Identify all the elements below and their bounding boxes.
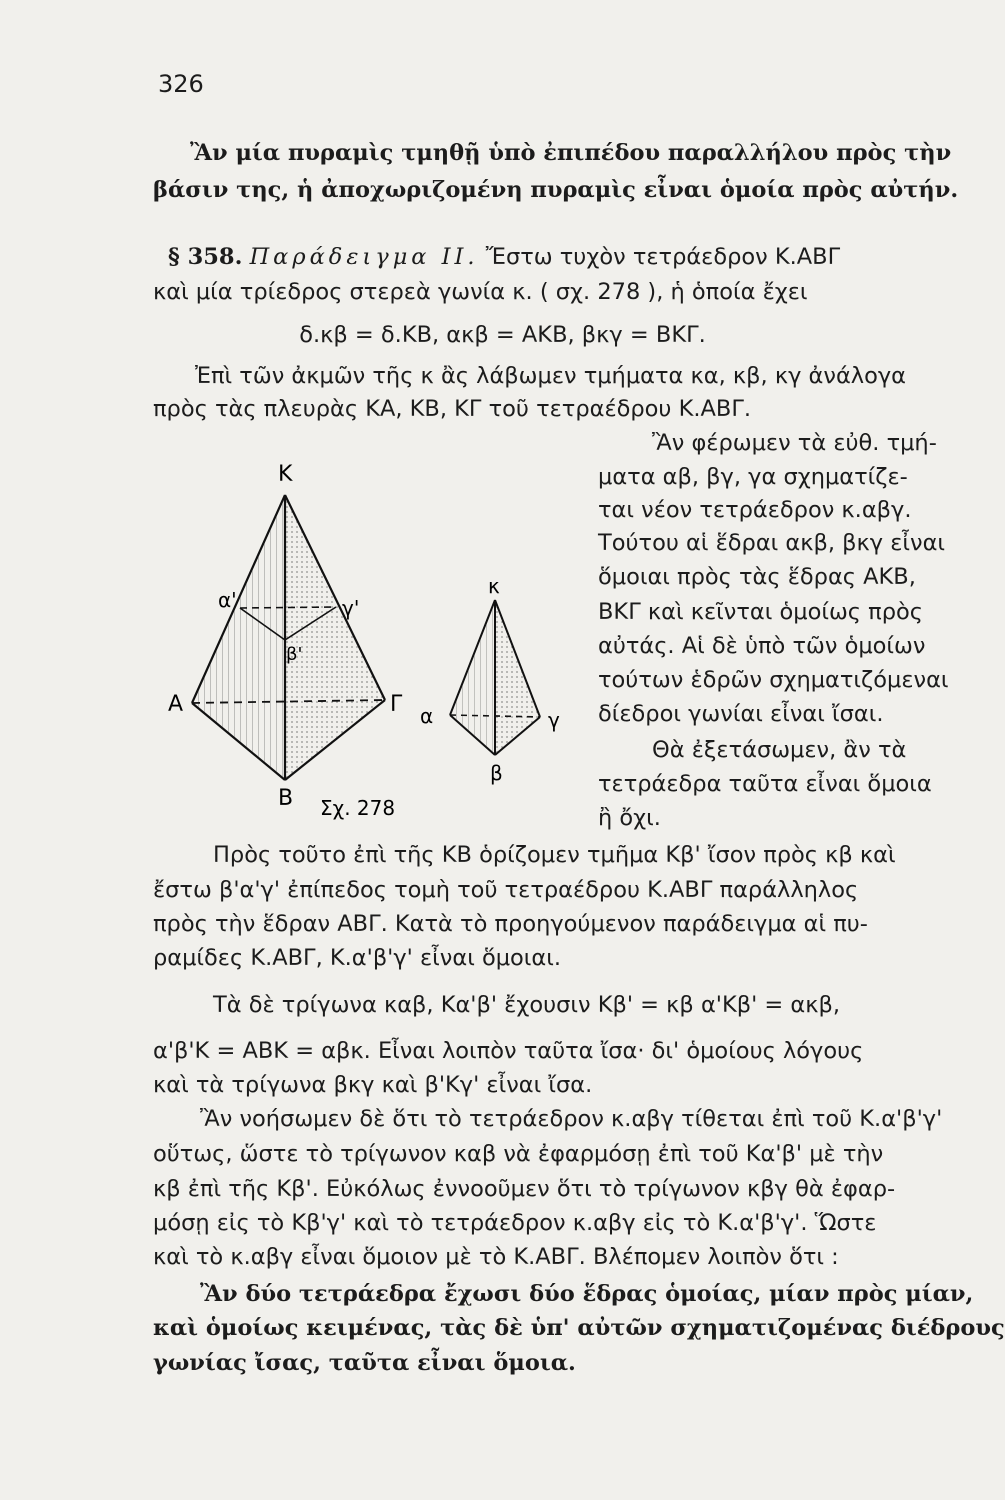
right-col-line-9: δίεδροι γωνίαι εἶναι ἴσαι. (598, 701, 884, 727)
right-col-line-6: ΒΚΓ καὶ κεῖνται ὁμοίως πρὸς (598, 599, 923, 625)
right-col-line-12: ἢ ὄχι. (598, 805, 661, 831)
label-A: Α (168, 692, 184, 717)
section-line-4: πρὸς τὰς πλευρὰς ΚΑ, ΚΒ, ΚΓ τοῦ τετραέδρου Κ.ΑΒΓ. (153, 396, 752, 422)
section-line-3: Ἐπὶ τῶν ἀκμῶν τῆς κ ἂς λάβωμεν τμήματα κα, κβ, κγ ἀνάλογα (195, 363, 907, 389)
figure-caption: Σχ. 278 (320, 796, 396, 820)
right-col-line-4: Τούτου αἱ ἕδραι ακβ, βκγ εἶναι (598, 530, 946, 556)
right-col-line-5: ὅμοιαι πρὸς τὰς ἕδρας ΑΚΒ, (598, 564, 916, 590)
p2-line-2: α'β'Κ = ΑΒΚ = αβκ. Εἶναι λοιπὸν ταῦτα ἴσα· δι' ὁμοίους λόγους (153, 1038, 864, 1064)
p3-line-1: Ἂν νοήσωμεν δὲ ὅτι τὸ τετράεδρον κ.αβγ τίθεται ἐπὶ τοῦ Κ.α'β'γ' (200, 1106, 943, 1132)
right-col-line-10: Θὰ ἐξετάσωμεν, ἂν τὰ (652, 737, 907, 763)
figure-278 (150, 455, 610, 835)
theorem-1-line-2: βάσιν της, ἡ ἀποχωριζομένη πυραμὶς εἶναι ὁμοία πρὸς αὐτήν. (153, 177, 959, 203)
right-col-line-7: αὐτάς. Αἱ δὲ ὑπὸ τῶν ὁμοίων (598, 633, 926, 659)
label-G: Γ (390, 692, 403, 717)
p3-line-3: κβ ἐπὶ τῆς Κβ'. Εὐκόλως ἐννοοῦμεν ὅτι τὸ τρίγωνον κβγ θὰ ἐφαρ- (153, 1176, 896, 1202)
label-B: Β (278, 786, 294, 811)
label-b-prime: β' (286, 644, 303, 665)
section-line-2: καὶ μία τρίεδρος στερεὰ γωνία κ. ( σχ. 278 ), ἡ ὁποία ἔχει (153, 279, 808, 305)
right-col-line-8: τούτων ἑδρῶν σχηματιζόμεναι (598, 667, 949, 693)
theorem-1-line-1: Ἂν μία πυραμὶς τμηθῇ ὑπὸ ἐπιπέδου παραλλήλου πρὸς τὴν (190, 140, 952, 166)
p1-line-2: ἔστω β'α'γ' ἐπίπεδος τομὴ τοῦ τετραέδρου Κ.ΑΒΓ παράλληλος (153, 877, 859, 903)
right-col-line-3: ται νέον τετράεδρον κ.αβγ. (598, 497, 912, 523)
theorem-2-line-2: καὶ ὁμοίως κειμένας, τὰς δὲ ὑπ' αὐτῶν σχηματιζομένας διέδρους (153, 1315, 1005, 1341)
label-b-small: β (490, 761, 503, 785)
p2-line-1: Τὰ δὲ τρίγωνα καβ, Κα'β' ἔχουσιν Κβ' = κβ α'Κβ' = ακβ, (213, 992, 841, 1018)
label-K: Κ (278, 462, 293, 487)
label-g-small: γ (548, 708, 560, 732)
section-title: Παράδειγμα ΙΙ. (249, 244, 479, 270)
small-tetrahedron (450, 600, 540, 755)
section-equation: δ.κβ = δ.ΚΒ, ακβ = ΑΚΒ, βκγ = ΒΚΓ. (299, 322, 706, 348)
page-number: 326 (158, 70, 204, 98)
right-col-line-1: Ἂν φέρωμεν τὰ εὐθ. τμή- (652, 430, 937, 456)
large-tetrahedron (192, 495, 385, 780)
label-a-small: α (420, 704, 434, 728)
right-col-line-11: τετράεδρα ταῦτα εἶναι ὅμοια (598, 771, 932, 797)
p3-line-2: οὕτως, ὥστε τὸ τρίγωνον καβ νὰ ἐφαρμόσῃ ἐπὶ τοῦ Κα'β' μὲ τὴν (153, 1141, 884, 1167)
label-k-small: κ (488, 574, 500, 598)
p1-line-3: πρὸς τὴν ἕδραν ΑΒΓ. Κατὰ τὸ προηγούμενον παράδειγμα αἱ πυ- (153, 911, 868, 937)
section-heading (168, 242, 840, 272)
label-g-prime: γ' (342, 596, 360, 620)
p2-line-3: καὶ τὰ τρίγωνα βκγ καὶ β'Κγ' εἶναι ἴσα. (153, 1072, 593, 1098)
p3-line-5: καὶ τὸ κ.αβγ εἶναι ὅμοιον μὲ τὸ Κ.ΑΒΓ. Βλέπομεν λοιπὸν ὅτι : (153, 1244, 839, 1270)
theorem-2-line-3: γωνίας ἴσας, ταῦτα εἶναι ὅμοια. (153, 1350, 576, 1376)
section-line-1-rest: Ἔστω τυχὸν τετράεδρον Κ.ΑΒΓ (485, 244, 841, 270)
p1-line-4: ραμίδες Κ.ΑΒΓ, Κ.α'β'γ' εἶναι ὅμοιαι. (153, 945, 562, 971)
p1-line-1: Πρὸς τοῦτο ἐπὶ τῆς ΚΒ ὁρίζομεν τμῆμα Κβ' ἴσον πρὸς κβ καὶ (213, 842, 896, 868)
right-col-line-2: ματα αβ, βγ, γα σχηματίζε- (598, 464, 908, 490)
p3-line-4: μόσῃ εἰς τὸ Κβ'γ' καὶ τὸ τετράεδρον κ.αβγ εἰς τὸ Κ.α'β'γ'. Ὥστε (153, 1210, 877, 1236)
section-number: § 358. (168, 244, 243, 270)
theorem-2-line-1: Ἂν δύο τετράεδρα ἔχωσι δύο ἕδρας ὁμοίας, μίαν πρὸς μίαν, (200, 1281, 974, 1307)
label-a-prime: α' (218, 588, 237, 612)
